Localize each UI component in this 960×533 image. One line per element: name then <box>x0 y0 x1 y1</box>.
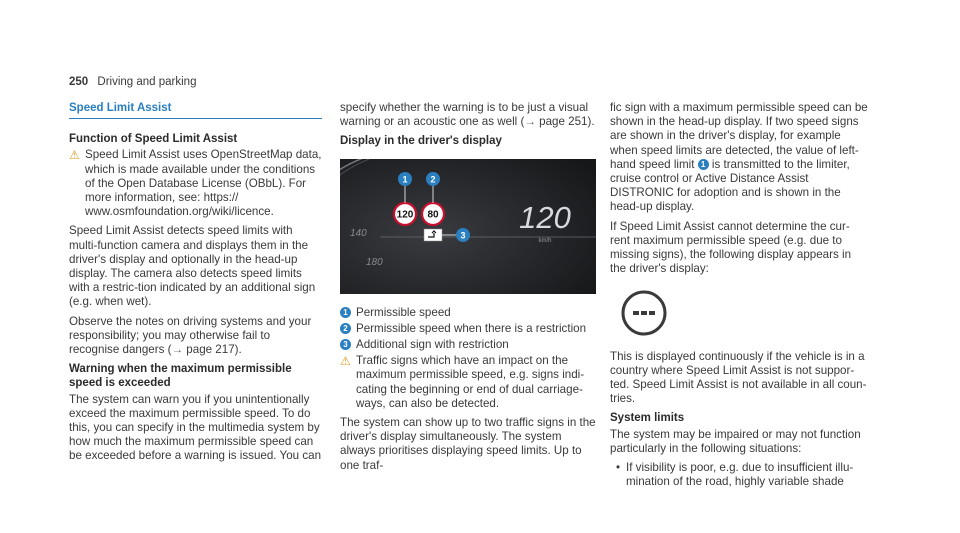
page-number: 250 <box>69 76 89 88</box>
legend-text: Additional sign with restriction <box>356 338 509 352</box>
drivers-display-figure <box>340 159 596 294</box>
page-reference-link[interactable]: page 251). <box>535 115 595 129</box>
callout-badge: 2 <box>340 323 351 334</box>
callout-3-label: 3 <box>460 230 466 241</box>
gauge-tick-180: 180 <box>366 256 383 268</box>
paragraph-two-signs: The system can show up to two traffic signs in the driver's display simultaneously. The system always prioritises displaying speed limits. Up to one traf- <box>340 416 596 472</box>
callout-badge: 3 <box>340 339 351 350</box>
head-up-text-b: is transmitted to the limiter, cruise control or Active Distance Assist DISTRONIC for adoption and is shown in the head-up display. <box>610 157 850 214</box>
paragraph-specify <box>340 101 596 129</box>
head-up-text-a: fic sign with a maximum permissible speed can be shown in the head-up display. If two speed signs are shown in the driver's display, for example when speed limits are detected, the value of left-hand speed limit <box>610 101 868 171</box>
callout-badge: 1 <box>698 159 709 170</box>
page-reference-arrow-icon: → <box>171 343 184 357</box>
heading-warning: Warning when the maximum permissible speed is exceeded <box>69 363 292 390</box>
info-note-icon: ⚠ <box>340 354 351 369</box>
column-2 <box>340 101 596 478</box>
speed-unit: km/h <box>538 237 552 244</box>
note-traffic-text: Traffic signs which have an impact on the maximum permissible speed, e.g. signs indi-cating the beginning or end of dual carriage-ways, can also be detected. <box>356 354 585 410</box>
paragraph-cannot-determine: If Speed Limit Assist cannot determine the cur-rent maximum permissible speed (e.g. due to missing signs), the following display appears in the driver's display: <box>610 219 852 276</box>
note-osm <box>69 148 322 219</box>
callout-badge: 1 <box>340 307 351 318</box>
paragraph-detects: Speed Limit Assist detects speed limits with multi-function camera and displays them in the driver's display and optionally in the head-up display. The camera also detects speed limits with a restric-tion indicated by an additional sign (e.g. when wet). <box>69 224 316 309</box>
page-reference-link[interactable]: page 217). <box>183 343 242 357</box>
sign-1-value: 120 <box>396 209 414 221</box>
info-note-icon: ⚠ <box>69 148 80 163</box>
list-item <box>610 461 868 489</box>
bullet-icon: • <box>616 461 621 475</box>
legend-text: Permissible speed <box>356 305 451 319</box>
sign-2-value: 80 <box>427 209 439 221</box>
page-header <box>69 75 196 89</box>
paragraph-observe <box>69 315 322 358</box>
heading-function: Function of Speed Limit Assist <box>69 133 238 146</box>
observe-text: Observe the notes on driving systems and your responsibility; you may otherwise fail to recognise dangers ( <box>69 314 312 357</box>
column-3 <box>610 101 868 489</box>
legend-item-1 <box>340 306 596 320</box>
bullet-text: If visibility is poor, e.g. due to insufficient illu-mination of the road, highly variable shade <box>626 461 854 489</box>
paragraph-warning: The system can warn you if you unintentionally exceed the maximum permissible speed. To do this, you can specify in the multimedia system by how much the maximum permissible speed can be exceeded before a warning is issued. You can <box>69 392 322 463</box>
callout-2-label: 2 <box>430 174 436 185</box>
legend-item-3 <box>340 338 596 352</box>
paragraph-not-supported: This is displayed continuously if the vehicle is in a country where Speed Limit Assist is not suppor-ted. Speed Limit Assist is not available in all coun-tries. <box>610 349 867 406</box>
heading-display: Display in the driver's display <box>340 135 502 148</box>
column-1 <box>69 101 322 469</box>
section-title: Speed Limit Assist <box>69 101 322 119</box>
note-traffic-signs <box>340 354 596 411</box>
callout-1-label: 1 <box>402 174 408 185</box>
section-name: Driving and parking <box>97 76 197 88</box>
paragraph-head-up <box>610 101 868 215</box>
heading-system-limits: System limits <box>610 412 685 425</box>
legend-item-2 <box>340 322 596 336</box>
specify-text: specify whether the warning is to be just a visual warning or an acoustic one as well ( <box>340 101 589 129</box>
no-speed-limit-icon <box>620 289 668 337</box>
legend-text: Permissible speed when there is a restriction <box>356 321 587 335</box>
additional-sign-icon <box>424 229 442 241</box>
gauge-tick-140: 140 <box>350 227 367 239</box>
current-speed: 120 <box>519 199 571 235</box>
page-reference-arrow-icon: → <box>524 115 536 129</box>
paragraph-impaired: The system may be impaired or may not function particularly in the following situations: <box>610 427 861 455</box>
drivers-display-graphic <box>340 159 596 294</box>
note-osm-text: Speed Limit Assist uses OpenStreetMap data, which is made available under the conditions of the Open Database License (OBbL). For more information, see: https:// www.osmfoundation.org/wiki/licence. <box>85 148 322 219</box>
